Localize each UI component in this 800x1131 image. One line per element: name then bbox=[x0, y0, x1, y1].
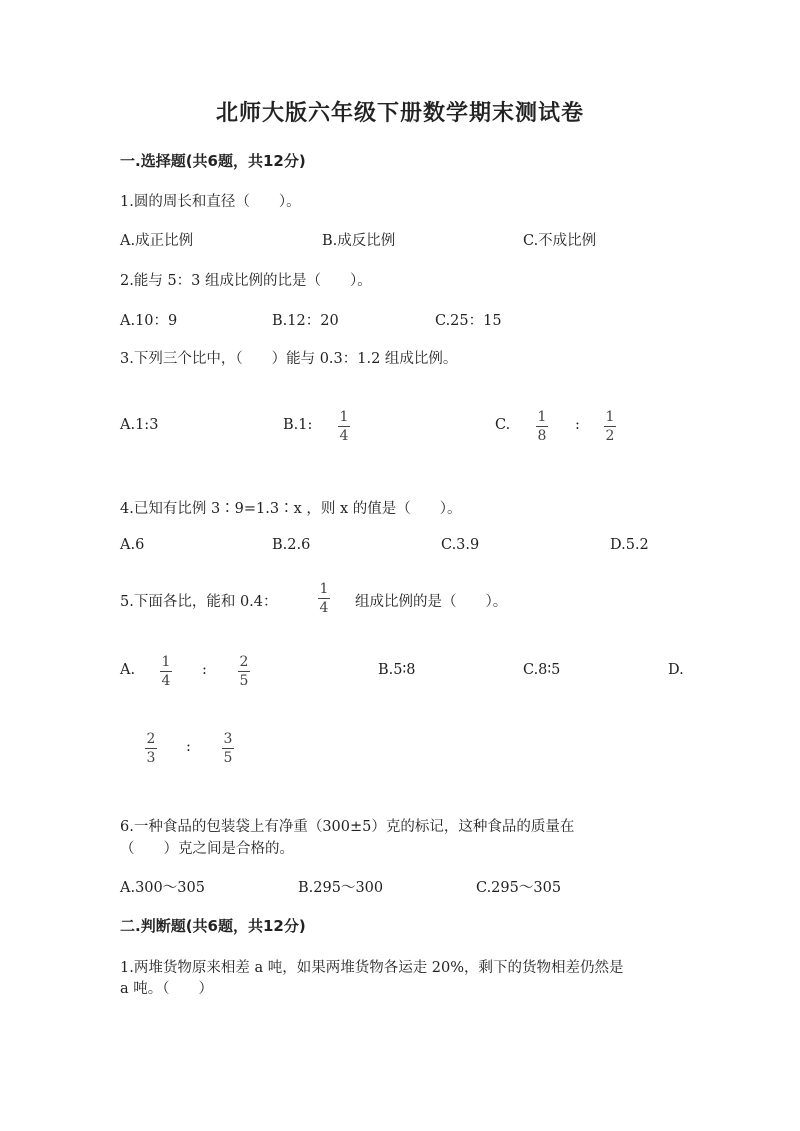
fraction-bar bbox=[238, 671, 250, 672]
q4-option-d: D.5.2 bbox=[610, 537, 649, 553]
q1-option-a: A.成正比例 bbox=[120, 233, 194, 249]
q5-option-a-fraction-1 bbox=[160, 654, 172, 689]
fraction-denominator: 4 bbox=[319, 600, 329, 616]
fraction-bar bbox=[145, 748, 157, 749]
fraction-denominator: 5 bbox=[239, 673, 249, 689]
question-5-fraction bbox=[318, 581, 330, 616]
q2-option-a: A.10：9 bbox=[120, 313, 178, 329]
fraction-bar bbox=[160, 671, 172, 672]
q5-option-a-fraction-2 bbox=[238, 654, 250, 689]
q3-option-c: C. bbox=[495, 417, 511, 433]
fraction-numerator: 1 bbox=[537, 409, 547, 425]
section-heading-true-false: 二.判断题(共6题，共12分) bbox=[120, 917, 306, 935]
q5-option-d-fraction-2 bbox=[222, 731, 234, 766]
question-5-text-end: 组成比例的是（ ）。 bbox=[355, 594, 508, 610]
tf-question-1-line-1: 1.两堆货物原来相差 a 吨，如果两堆货物各运走 20%，剩下的货物相差仍然是 bbox=[120, 960, 624, 976]
q3-option-a: A.1:3 bbox=[120, 417, 159, 433]
q3-option-b-fraction bbox=[338, 409, 350, 444]
tf-question-1-line-2: a 吨。（ ） bbox=[120, 981, 214, 997]
fraction-numerator: 1 bbox=[605, 409, 615, 425]
fraction-denominator: 8 bbox=[537, 428, 547, 444]
q4-option-a: A.6 bbox=[120, 537, 145, 553]
fraction-bar bbox=[318, 598, 330, 599]
fraction-bar bbox=[604, 426, 616, 427]
fraction-denominator: 5 bbox=[223, 750, 233, 766]
page-title: 北师大版六年级下册数学期末测试卷 bbox=[215, 101, 584, 126]
q1-option-c: C.不成比例 bbox=[523, 233, 597, 249]
fraction-numerator: 3 bbox=[223, 731, 233, 747]
q5-option-d: D. bbox=[668, 662, 684, 678]
q1-option-b: B.成反比例 bbox=[322, 233, 396, 249]
fraction-numerator: 2 bbox=[146, 731, 156, 747]
q5-option-d-fraction-1 bbox=[145, 731, 157, 766]
q3-option-c-colon: : bbox=[575, 417, 580, 433]
q5-option-a: A. bbox=[120, 662, 136, 678]
q5-option-a-colon: : bbox=[202, 662, 207, 678]
q6-option-a: A.300～305 bbox=[120, 880, 205, 896]
fraction-bar bbox=[222, 748, 234, 749]
q2-option-b: B.12：20 bbox=[272, 313, 339, 329]
fraction-numerator: 1 bbox=[161, 654, 171, 670]
fraction-bar bbox=[338, 426, 350, 427]
q6-option-b: B.295～300 bbox=[298, 880, 384, 896]
fraction-numerator: 1 bbox=[339, 409, 349, 425]
question-6-line-2: （ ）克之间是合格的。 bbox=[120, 841, 294, 857]
fraction-denominator: 3 bbox=[146, 750, 156, 766]
fraction-numerator: 1 bbox=[319, 581, 329, 597]
q5-option-b: B.5∶8 bbox=[378, 662, 416, 678]
q2-option-c: C.25：15 bbox=[435, 313, 502, 329]
fraction-denominator: 4 bbox=[339, 428, 349, 444]
q3-option-c-fraction-2 bbox=[604, 409, 616, 444]
question-5-text-start: 5.下面各比，能和 0.4： bbox=[120, 594, 278, 610]
fraction-denominator: 2 bbox=[605, 428, 615, 444]
q5-option-d-colon: : bbox=[186, 739, 191, 755]
q5-option-c: C.8∶5 bbox=[523, 662, 561, 678]
q3-option-b: B.1: bbox=[283, 417, 313, 433]
fraction-numerator: 2 bbox=[239, 654, 249, 670]
question-1-text: 1.圆的周长和直径（ ）。 bbox=[120, 194, 301, 210]
section-heading-choice: 一.选择题(共6题，共12分) bbox=[120, 152, 306, 170]
fraction-bar bbox=[536, 426, 548, 427]
fraction-denominator: 4 bbox=[161, 673, 171, 689]
q4-option-b: B.2.6 bbox=[272, 537, 311, 553]
question-6-line-1: 6.一种食品的包装袋上有净重（300±5）克的标记，这种食品的质量在 bbox=[120, 819, 575, 835]
question-4-text: 4.已知有比例 3∶9=1.3∶x ，则 x 的值是（ ）。 bbox=[120, 501, 462, 517]
q3-option-c-fraction-1 bbox=[536, 409, 548, 444]
question-2-text: 2.能与 5：3 组成比例的比是（ ）。 bbox=[120, 273, 372, 289]
q4-option-c: C.3.9 bbox=[441, 537, 480, 553]
question-3-text: 3.下列三个比中，（ ）能与 0.3：1.2 组成比例。 bbox=[120, 351, 458, 367]
q6-option-c: C.295～305 bbox=[476, 880, 562, 896]
